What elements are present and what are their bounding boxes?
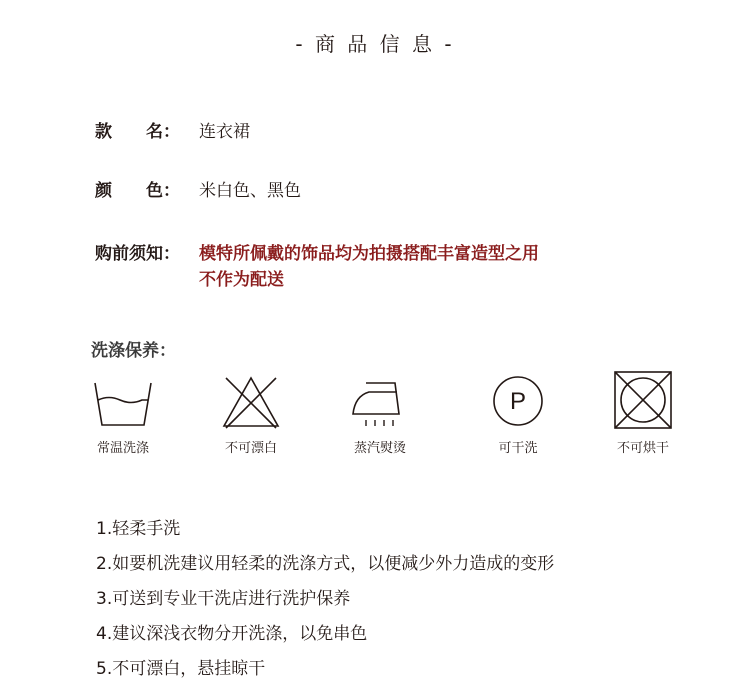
purchase-notice-label: 购前须知： [95,244,180,264]
care-title: 洗涤保养： [91,341,176,361]
dry-clean-label: 可干洗 [498,441,538,456]
no-bleach-label: 不可漂白 [224,441,277,456]
hand-wash-label: 常温洗涤 [96,441,149,456]
list-item: 3.可送到专业干洗店进行洗护保养 [96,589,351,609]
hand-wash-tub-icon [92,380,154,430]
purchase-notice-line1: 模特所佩戴的饰品均为拍摄搭配丰富造型之用 [199,244,539,264]
page-title: - 商 品 信 息 - [295,32,455,56]
style-name-value: 连衣裙 [199,122,250,142]
list-item: 4.建议深浅衣物分开洗涤，以免串色 [96,624,368,644]
steam-iron-icon [349,378,411,428]
dry-clean-symbol: P [509,388,527,415]
style-name-label: 款 名： [95,122,180,142]
list-item: 5.不可漂白，悬挂晾干 [96,659,266,679]
steam-iron-label: 蒸汽熨烫 [353,441,406,456]
color-value: 米白色、黑色 [199,181,301,201]
color-label: 颜 色： [95,181,180,201]
dry-clean-p-icon [491,374,545,428]
list-item: 1.轻柔手洗 [96,519,181,539]
no-tumble-dry-icon [613,370,673,430]
purchase-notice-line2: 不作为配送 [199,270,284,290]
list-item: 2.如要机洗建议用轻柔的洗涤方式，以便减少外力造成的变形 [96,554,555,574]
no-tumble-dry-label: 不可烘干 [616,441,669,456]
no-bleach-icon [220,374,282,430]
